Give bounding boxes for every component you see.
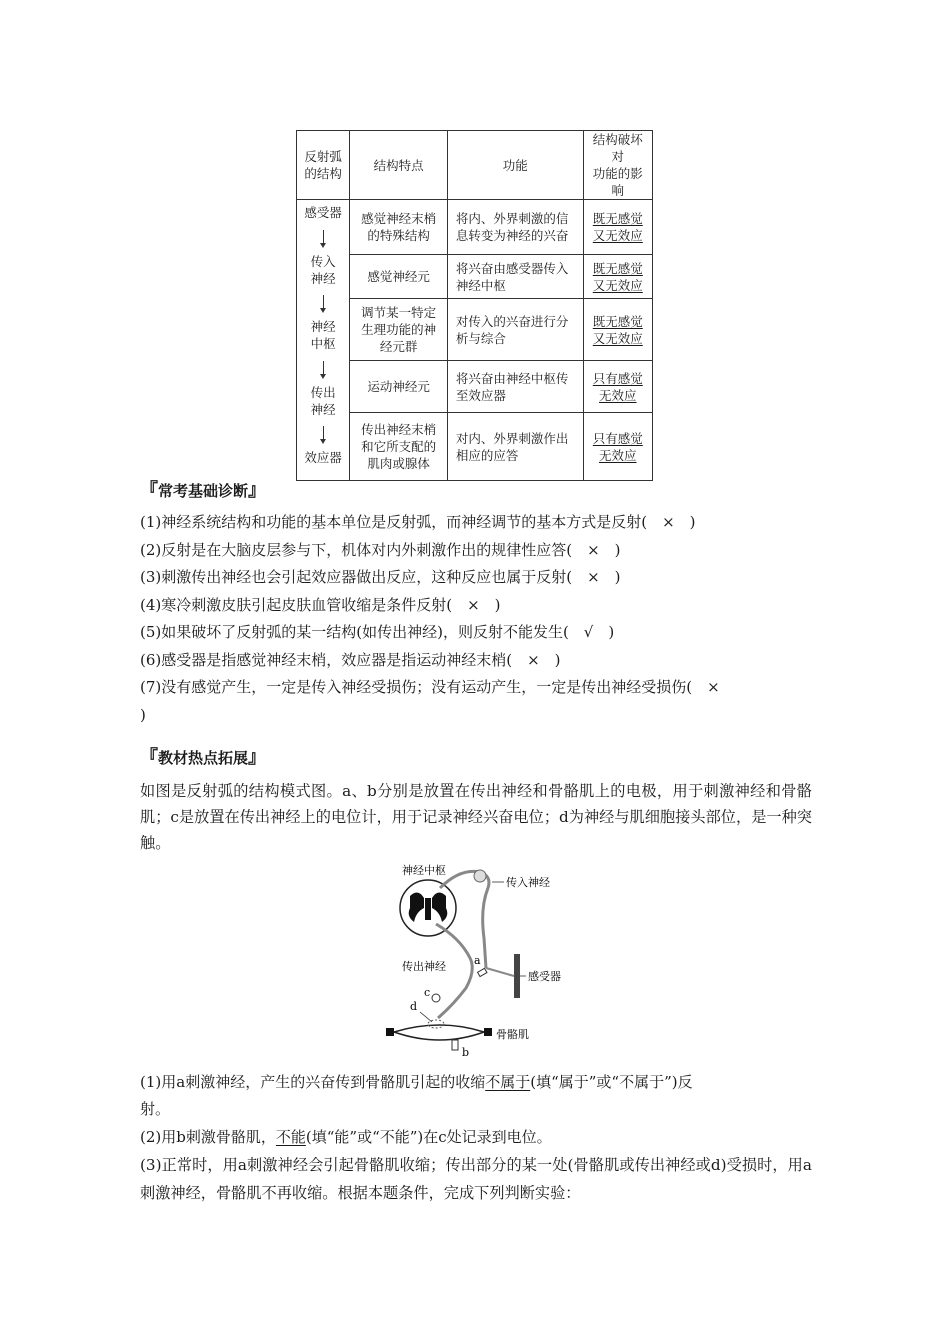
question-3: (3)正常时，用a刺激神经会引起骨骼肌收缩；传出部分的某一处(骨骼肌或传出神经或d)受损时，用a刺激神经，骨骼肌不再收缩。根据本题条件，完成下列判断实验： (140, 1156, 812, 1202)
chain-cell (297, 200, 350, 481)
table-row (297, 200, 653, 255)
function-cell: 将内、外界刺激的信 息转变为神经的兴奋 (447, 200, 583, 255)
table-row (297, 413, 653, 481)
effect-cell (583, 361, 652, 413)
arc-chain (299, 204, 347, 466)
function-cell: 对传入的兴奋进行分 析与综合 (447, 299, 583, 361)
chain-node: 传出 神经 (310, 384, 336, 417)
effect-text: 既无感觉 又无效应 (592, 313, 643, 346)
electrode-a (478, 968, 487, 976)
question-2 (140, 1126, 820, 1148)
reflex-arc-diagram (380, 858, 580, 1058)
section-heading-extension (140, 747, 266, 769)
chain-node: 传入 神经 (310, 253, 336, 286)
chain-node: 神经 中枢 (310, 319, 336, 351)
effect-text: 只有感觉 无效应 (592, 370, 643, 403)
list-item: (6)感受器是指感觉神经末梢，效应器是指运动神经末梢( × ) (140, 651, 561, 669)
table-header (583, 131, 652, 200)
effect-cell (583, 255, 652, 299)
header-arc: 反射弧 的结构 (304, 149, 342, 181)
label-a: a (474, 954, 481, 967)
q1-answer: 不属于 (485, 1073, 531, 1091)
q2-text-end: (填“能”或“不能”)在c处记录到电位。 (305, 1128, 552, 1146)
effect-text: 只有感觉 无效应 (592, 430, 643, 463)
intro-paragraph: 如图是反射弧的结构模式图。a、b分别是放置在传出神经和骨骼肌上的电极，用于刺激神经和骨骼肌；c是放置在传出神经上的电位计，用于记录神经兴奋电位；d为神经与肌细胞接头部位，是一种突触。 (140, 782, 812, 852)
q1-text: (1)用a刺激神经，产生的兴奋传到骨骼肌引起的收缩 (140, 1073, 486, 1091)
table-header (447, 131, 583, 200)
list-item: (4)寒冷刺激皮肤引起皮肤血管收缩是条件反射( × ) (140, 596, 501, 614)
label-muscle: 骨骼肌 (496, 1028, 529, 1041)
reflex-arc-table (296, 130, 653, 481)
feature-cell: 传出神经末梢 和它所支配的 肌肉或腺体 (350, 413, 448, 481)
label-receptor: 感受器 (528, 970, 561, 983)
down-arrow-icon (323, 295, 324, 309)
table-row (297, 255, 653, 299)
ganglion (474, 870, 486, 882)
electrode-b (452, 1040, 458, 1050)
label-center: 神经中枢 (402, 864, 446, 877)
list-item: (1)神经系统结构和功能的基本单位是反射弧，而神经调节的基本方式是反射( × ) (140, 513, 696, 531)
feature-cell: 调节某一特定 生理功能的神 经元群 (350, 299, 448, 361)
electrode-c (432, 994, 440, 1002)
q1-text-end: (填“属于”或“不属于”)反 (530, 1073, 693, 1091)
list-item: (3)刺激传出神经也会引起效应器做出反应，这种反应也属于反射( × ) (140, 568, 621, 586)
down-arrow-icon (323, 230, 324, 244)
bracket-left: 『 (140, 480, 158, 501)
skeletal-muscle (394, 1025, 484, 1040)
bracket-right: 』 (248, 480, 267, 501)
label-efferent: 传出神经 (402, 960, 446, 973)
feature-cell: 感觉神经元 (350, 255, 448, 299)
effect-cell (583, 299, 652, 361)
label-d: d (410, 1000, 418, 1013)
bracket-left: 『 (140, 747, 158, 768)
table-header (297, 131, 350, 200)
section-title: 常考基础诊断 (158, 482, 249, 500)
down-arrow-icon (323, 361, 324, 375)
header-effect: 结构破坏对 功能的影响 (592, 132, 643, 198)
question-1 (140, 1071, 820, 1093)
function-cell: 将兴奋由感受器传入 神经中枢 (447, 255, 583, 299)
section-heading-diagnosis (140, 480, 266, 502)
effect-text: 既无感觉 又无效应 (592, 260, 643, 293)
label-afferent: 传入神经 (506, 876, 550, 889)
section-title: 教材热点拓展 (158, 749, 249, 767)
q2-answer: 不能 (275, 1128, 306, 1146)
table-row (297, 299, 653, 361)
effect-text: 既无感觉 又无效应 (592, 211, 643, 243)
effect-cell (583, 200, 652, 255)
list-item: (7)没有感觉产生，一定是传入神经受损伤；没有运动产生，一定是传出神经受损伤( × (140, 678, 720, 696)
chain-node: 效应器 (304, 450, 342, 465)
receptor-block (514, 954, 520, 998)
table-row (297, 361, 653, 413)
question-1-cont: 射。 (140, 1100, 171, 1118)
label-c: c (424, 986, 431, 999)
table-header-row (297, 131, 653, 200)
header-function: 功能 (502, 157, 528, 173)
list-item: (2)反射是在大脑皮层参与下，机体对内外刺激作出的规律性应答( × ) (140, 541, 621, 559)
label-b: b (462, 1046, 470, 1058)
leader-d (420, 1012, 432, 1022)
tendon-left (386, 1028, 394, 1036)
gray-matter-center (425, 898, 431, 920)
table-header (350, 131, 448, 200)
tendon-right (484, 1028, 492, 1036)
receptor-connector (486, 968, 514, 976)
header-feature: 结构特点 (373, 157, 424, 173)
bracket-right: 』 (248, 747, 267, 768)
down-arrow-icon (323, 426, 324, 440)
q2-text: (2)用b刺激骨骼肌， (140, 1128, 276, 1146)
feature-cell: 感觉神经末梢 的特殊结构 (350, 200, 448, 255)
function-cell: 对内、外界刺激作出 相应的应答 (447, 413, 583, 481)
effect-cell (583, 413, 652, 481)
function-cell: 将兴奋由神经中枢传 至效应器 (447, 361, 583, 413)
feature-cell: 运动神经元 (350, 361, 448, 413)
list-item: ) (140, 706, 146, 724)
chain-node: 感受器 (304, 205, 342, 220)
list-item: (5)如果破坏了反射弧的某一结构(如传出神经)，则反射不能发生( √ ) (140, 623, 615, 641)
